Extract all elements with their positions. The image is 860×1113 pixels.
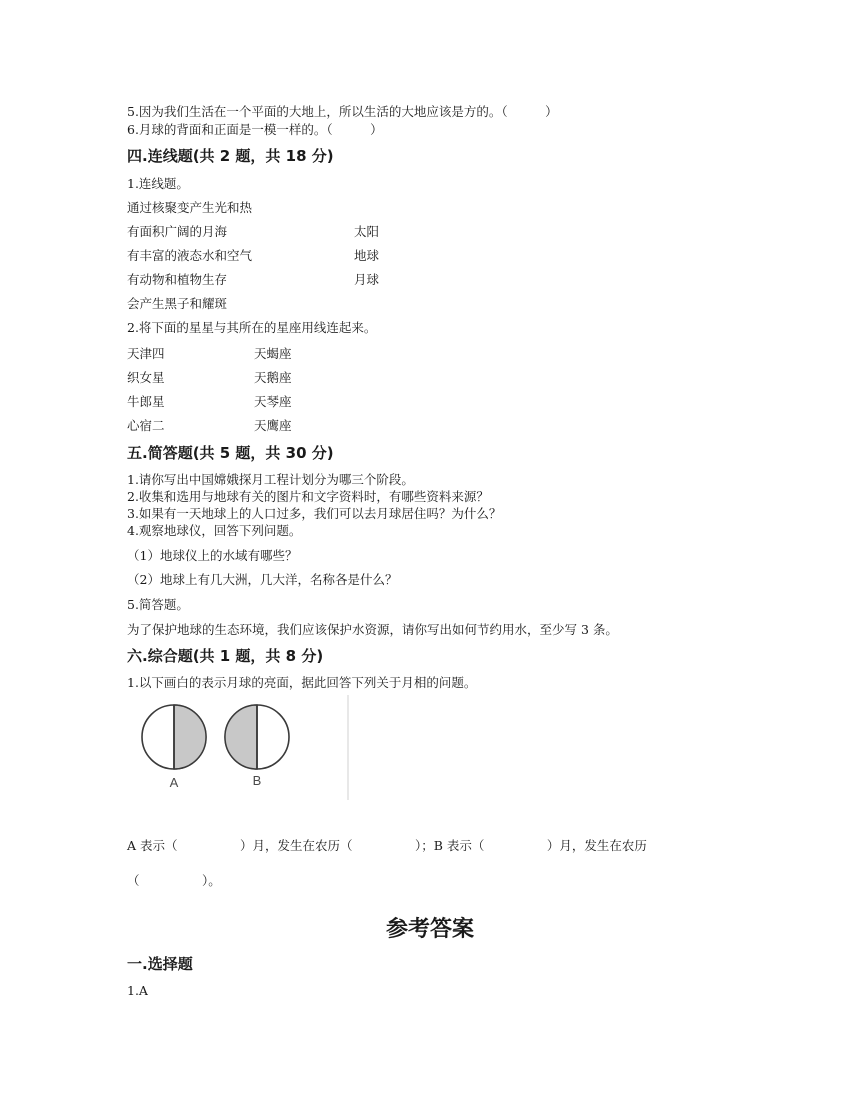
short-answer-q2: 2.收集和选用与地球有关的图片和文字资料时，有哪些资料来源？	[127, 489, 489, 504]
short-answer-q5-text: 为了保护地球的生态环境，我们应该保护水资源，请你写出如何节约用水，至少写 3 条。	[127, 622, 618, 637]
composite-q1: 1.以下画白的表示月球的亮面，据此回答下列关于月相的问题。	[127, 675, 477, 690]
short-answer-q5: 5.简答题。	[127, 597, 189, 612]
matching-left-item: 有面积广阔的月海	[127, 224, 228, 239]
moon-a-label: A	[169, 775, 179, 790]
matching-right-item: 地球	[354, 248, 380, 263]
short-answer-q1: 1.请你写出中国嫦娥探月工程计划分为哪三个阶段。	[127, 472, 414, 487]
moon-a-icon	[142, 705, 206, 769]
answers-title: 参考答案	[385, 917, 474, 942]
star-item: 心宿二	[127, 418, 165, 433]
matching-left-item: 通过核聚变产生光和热	[127, 200, 253, 215]
matching-right-item: 月球	[354, 272, 380, 287]
matching-left-item: 有动物和植物生存	[127, 272, 228, 287]
short-answer-q3: 3.如果有一天地球上的人口过多，我们可以去月球居住吗？为什么？	[127, 506, 502, 521]
constellation-item: 天蝎座	[254, 346, 292, 361]
section-6-heading: 六.综合题(共 1 题，共 8 分)	[127, 647, 324, 665]
star-item: 牛郎星	[127, 394, 165, 409]
short-answer-q4-sub1: （1）地球仪上的水域有哪些？	[127, 548, 298, 563]
moon-b-label: B	[252, 773, 262, 788]
matching-q1-label: 1.连线题。	[127, 176, 189, 191]
matching-q2-label: 2.将下面的星星与其所在的星座用线连起来。	[127, 320, 377, 335]
section-4-heading: 四.连线题(共 2 题，共 18 分)	[127, 147, 334, 165]
constellation-item: 天鹰座	[254, 418, 292, 433]
star-item: 天津四	[127, 346, 165, 361]
matching-left-item: 有丰富的液态水和空气	[127, 248, 253, 263]
constellation-item: 天琴座	[254, 394, 292, 409]
moon-b-icon	[225, 705, 289, 769]
short-answer-q4-sub2: （2）地球上有几大洲，几大洋，名称各是什么？	[127, 572, 398, 587]
star-item: 织女星	[127, 370, 165, 385]
section-5-heading: 五.简答题(共 5 题，共 30 分)	[127, 444, 334, 462]
short-answer-q4: 4.观察地球仪，回答下列问题。	[127, 523, 302, 538]
constellation-item: 天鹅座	[254, 370, 292, 385]
fill-in-line-1: A 表示（ ）月，发生在农历（ ）；B 表示（ ）月，发生在农历	[127, 838, 647, 853]
judge-question-6: 6.月球的背面和正面是一模一样的。（ ）	[127, 122, 383, 137]
matching-right-item: 太阳	[354, 224, 380, 239]
matching-left-item: 会产生黑子和耀斑	[127, 296, 228, 311]
answer-1: 1.A	[127, 983, 148, 998]
fill-in-line-2: （ ）。	[127, 873, 221, 888]
judge-question-5: 5.因为我们生活在一个平面的大地上，所以生活的大地应该是方的。（ ）	[127, 104, 558, 119]
moon-phase-figure	[130, 695, 355, 805]
answers-heading: 一.选择题	[127, 955, 193, 973]
